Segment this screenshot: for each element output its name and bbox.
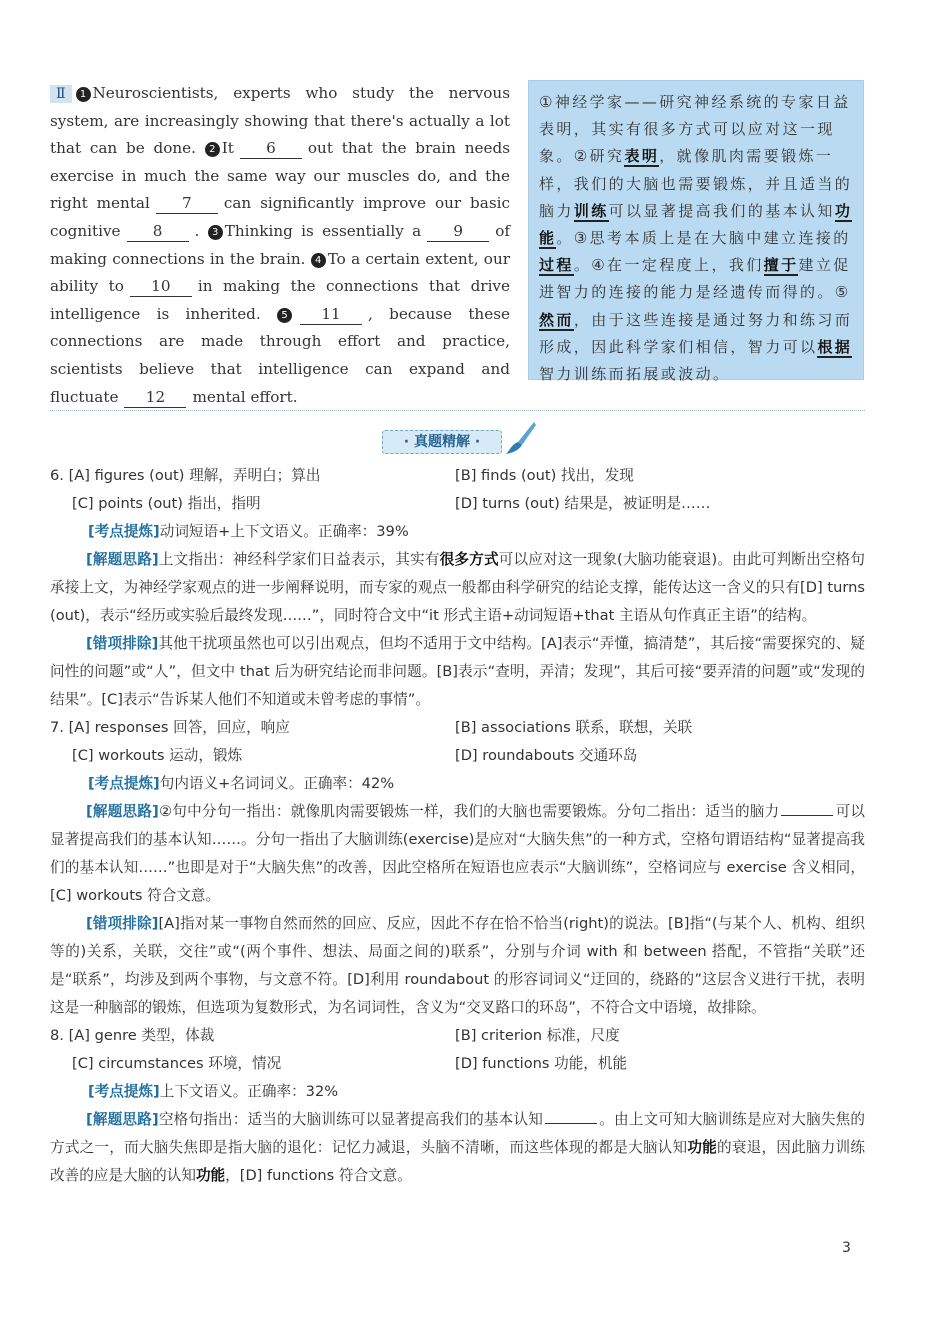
option-b: [B] criterion 标准，尺度	[455, 1027, 620, 1044]
keyword: 功能	[687, 1139, 717, 1156]
sentence-number: 2	[205, 142, 220, 157]
sentence-5-part: mental effort.	[192, 387, 298, 406]
sentence-1: Neuroscientists, experts who study the nervous system, are increasingly showing that there's actually a lot that can be done.	[50, 84, 510, 158]
keyword: 然而	[539, 310, 574, 329]
passage-text	[50, 80, 510, 411]
sentence-2-part: It	[221, 139, 234, 158]
translation-text: 。④在一定程度上，我们	[573, 256, 764, 275]
translation-box	[528, 80, 864, 384]
key-point-text: 句内语义+名词词义。正确率：42%	[159, 775, 395, 792]
solution-text: 上文指出：神经科学家们日益表示，其实有	[158, 551, 440, 568]
blank-7: 7	[156, 193, 218, 214]
options-q7-row1	[50, 714, 865, 742]
keyword: 功能	[195, 1167, 226, 1184]
option-b: [B] finds (out) 找出，发现	[455, 467, 634, 484]
options-q7-row2	[50, 742, 865, 770]
blank-12: 12	[124, 387, 186, 408]
key-point-tag: [考点提炼]	[88, 523, 160, 540]
translation-text: 智力训练而拓展或波动。	[539, 365, 731, 384]
keyword: 根据	[817, 337, 853, 356]
translation-text: ①神经学家——研究神经系统的专家日益表明，其实有很多方式可以应对这一现象。②研究	[539, 93, 851, 166]
sentence-number: 1	[76, 87, 91, 102]
solution	[50, 546, 865, 630]
keyword: 擅于	[763, 256, 799, 275]
sentence-number: 5	[277, 308, 292, 323]
solution-text: ②句中分句一指出：就像肌肉需要锻炼一样，我们的大脑也需要锻炼。分句二指出：适当的脑力	[158, 803, 780, 820]
blank-8: 8	[127, 221, 189, 242]
solution-text: 可以应对这一现象(大脑功能衰退)。由此可判断出空格句承接上文，为神经学家观点的进一步阐释说明，而专家的观点一般都由科学研究的结论支撑，能传达这一含义的只有[D] turns (out)，表示“经历或实验后最终发现……”，同时符合文中“it 形式主语+动词短语+that 主语从句作真正主语”的结构。	[50, 551, 865, 624]
translation-text: 可以显著提高我们的基本认知	[608, 201, 835, 220]
sentence-3-part: of making connections in the brain.	[50, 221, 510, 268]
options-q6-row2	[50, 490, 865, 518]
option-c: [C] circumstances 环境，情况	[72, 1055, 282, 1072]
distractor-tag: [错项排除]	[86, 635, 159, 652]
sentence-number: 4	[311, 253, 326, 268]
answer-blank	[781, 815, 833, 816]
sentence-2-part: out that the brain needs exercise in much the same way our muscles do, and the right mental	[50, 139, 511, 213]
blank-11: 11	[300, 304, 362, 325]
option-d: [D] functions 功能，机能	[455, 1055, 628, 1072]
solution	[50, 1106, 865, 1190]
brush-icon	[504, 420, 538, 456]
keyword: 功能	[539, 201, 853, 248]
distractor-tag: [错项排除]	[86, 915, 159, 932]
solution-text: 可以显著提高我们的基本认知……。分句一指出了大脑训练(exercise)是应对“大脑失焦”的一种方式，空格句谓语结构“显著提高我们的基本认知……”也即是对于“大脑失焦”的改善，因此空格所在短语也应表示“大脑训练”，空格词应与 exercise 含义相同，[C] workouts 符合文意。	[50, 803, 865, 904]
translation-text: 。③思考本质上是在大脑中建立连接的	[556, 229, 851, 248]
option-a: 8. [A] genre 类型，体裁	[50, 1027, 215, 1044]
solution	[50, 798, 865, 910]
distractor-text: [A]指对某一事物自然而然的回应、反应，因此不存在恰不恰当(right)的说法。[B]指“(与某个人、机构、组织等的)关系，关联，交往”或“(两个事件、想法、局面之间的)联系”，分别与介词 with 和 between 搭配，不管指“关联”还是“联系”，均涉及到两个事物，与文意不符。[D]利用 roundabout 的形容词词义“迂回的，绕路的”这层含义进行干扰，表明这是一种脑部的锻炼，但选项为复数形式，为名词词性，含义为“交叉路口的环岛”，不符合文中语境，故排除。	[50, 915, 865, 1016]
sentence-4-part: To a certain extent, our ability to	[50, 249, 510, 296]
solution-tag: [解题思路]	[86, 1111, 159, 1128]
option-d: [D] roundabouts 交通环岛	[455, 747, 638, 764]
keyword: 过程	[539, 256, 574, 275]
sentence-3-part: Thinking is essentially a	[224, 221, 422, 240]
option-c: [C] points (out) 指出，指明	[72, 495, 261, 512]
blank-6: 6	[240, 138, 302, 159]
page-number: 3	[842, 1240, 851, 1256]
options-q8-row2	[50, 1050, 865, 1078]
key-point	[50, 1078, 865, 1106]
keyword: 表明	[624, 147, 660, 166]
key-point	[50, 518, 865, 546]
sentence-5-part: , because these connections are made through effort and practice, scientists believe that intelligence can expand and fluctuate	[50, 304, 510, 406]
solution-tag: [解题思路]	[86, 551, 159, 568]
keyword: 训练	[573, 201, 609, 220]
sentence-4-part: in making the connections that drive intelligence is inherited.	[50, 277, 510, 323]
sentence-2-part: can significantly improve our basic cognitive	[50, 194, 510, 240]
solution-tag: [解题思路]	[86, 803, 159, 820]
sentence-2-part: .	[194, 221, 200, 240]
options-q8-row1	[50, 1022, 865, 1050]
distractor-text: 其他干扰项虽然也可以引出观点，但均不适用于文中结构。[A]表示“弄懂，搞清楚”，其后接“需要探究的、疑问性的问题”或“人”，但文中 that 后为研究结论而非问题。[B]表示“查明，弄清；发现”，其后可接“要弄清的问题”或“发现的结果”。[C]表示“告诉某人他们不知道或未曾考虑的事情”。	[50, 635, 866, 708]
option-d: [D] turns (out) 结果是，被证明是……	[455, 495, 711, 512]
translation-text: 建立促进智力的连接的能力是经遗传而得的。⑤	[539, 256, 851, 302]
key-point-tag: [考点提炼]	[88, 775, 160, 792]
key-point-tag: [考点提炼]	[88, 1083, 160, 1100]
distractor-analysis	[50, 910, 865, 1022]
options-q6-row1	[50, 462, 865, 490]
answer-blank	[545, 1123, 597, 1124]
key-point-text: 动词短语+上下文语义。正确率：39%	[159, 523, 409, 540]
section-label: Ⅱ	[50, 85, 72, 103]
key-point-text: 上下文语义。正确率：32%	[159, 1083, 339, 1100]
translation-text: ，就像肌肉需要锻炼一样，我们的大脑也需要锻炼，并且适当的脑力	[539, 147, 853, 220]
divider	[50, 410, 865, 411]
distractor-analysis	[50, 630, 865, 714]
option-b: [B] associations 联系，联想，关联	[455, 719, 693, 736]
solution-text: ，[D] functions 符合文意。	[225, 1167, 412, 1184]
solution-text: 的衰退，因此脑力训练改善的应是大脑的认知	[50, 1139, 865, 1184]
sentence-number: 3	[208, 225, 223, 240]
option-a: 7. [A] responses 回答，回应，响应	[50, 719, 290, 736]
section-title: · 真题精解 ·	[382, 430, 502, 454]
option-a: 6. [A] figures (out) 理解，弄明白；算出	[50, 467, 321, 484]
explanations	[50, 462, 865, 1190]
translation-text: ，由于这些连接是通过努力和练习而形成，因此科学家们相信，智力可以	[539, 310, 853, 356]
key-point	[50, 770, 865, 798]
solution-text: 空格句指出：适当的大脑训练可以显著提高我们的基本认知	[158, 1111, 544, 1128]
blank-9: 9	[427, 221, 489, 242]
keyword: 很多方式	[439, 551, 499, 568]
option-c: [C] workouts 运动，锻炼	[72, 747, 243, 764]
solution-text: 。由上文可知大脑训练是应对大脑失焦的方式之一，而大脑失焦即是指大脑的退化：记忆力减退，头脑不清晰，而这些体现的都是大脑认知	[50, 1111, 865, 1156]
blank-10: 10	[130, 276, 192, 297]
